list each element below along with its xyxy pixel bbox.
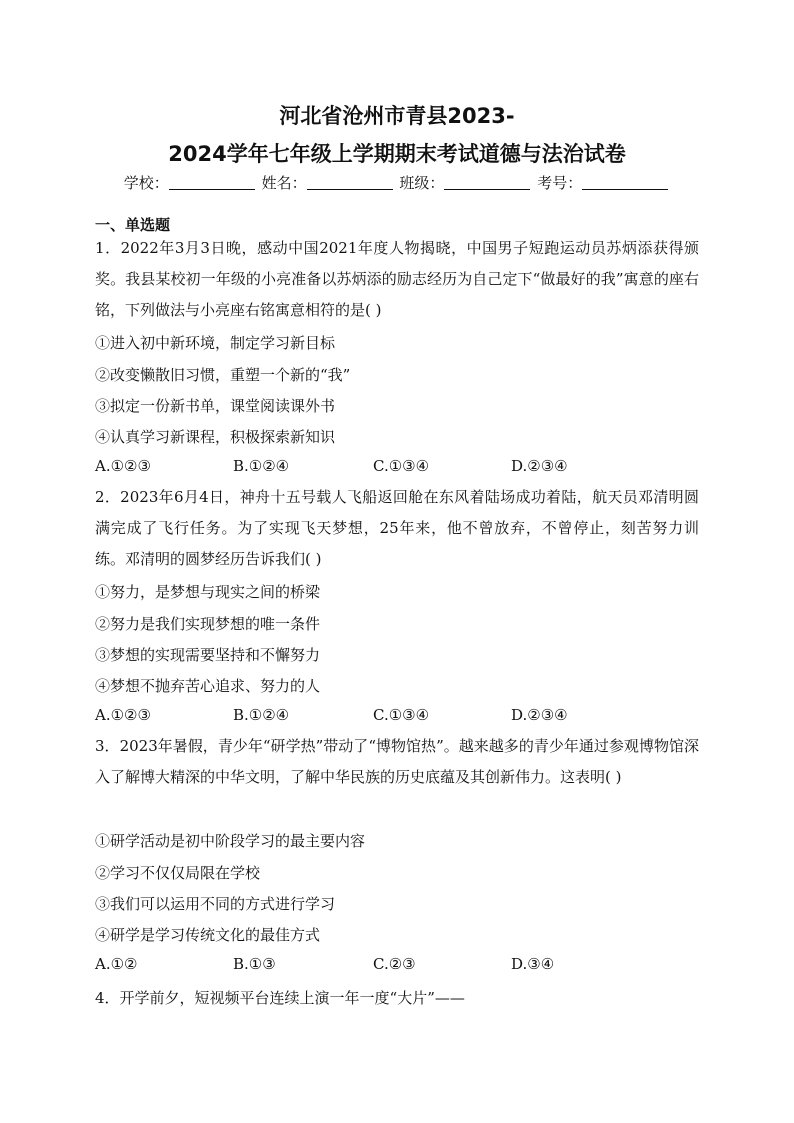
question-3-stem: 3．2023年暑假，青少年“研学热”带动了“博物馆热”。越来越多的青少年通过参观博物馆深入了解博大精深的中华文明，了解中华民族的历史底蕴及其创新伟力。这表明( ) bbox=[95, 737, 699, 786]
question-3-option-d[interactable]: D.③④ bbox=[511, 955, 555, 973]
name-label: 姓名： bbox=[261, 174, 307, 192]
question-1-option-c[interactable]: C.①③④ bbox=[373, 457, 430, 475]
question-1-statement-2: ②改变懒散旧习惯，重塑一个新的“我” bbox=[95, 366, 351, 384]
question-3-option-b[interactable]: B.①③ bbox=[233, 955, 276, 973]
name-blank bbox=[307, 175, 393, 190]
question-1-stem: 1．2022年3月3日晚，感动中国2021年度人物揭晓，中国男子短跑运动员苏炳添获得颁奖。我县某校初一年级的小亮准备以苏炳添的励志经历为自己定下“做最好的我”寓意的座右铭，下列做法与小亮座右铭寓意相符的是( ) bbox=[95, 239, 699, 319]
question-1-options bbox=[95, 457, 699, 477]
exam-number-blank bbox=[582, 175, 668, 190]
class-label: 班级： bbox=[399, 174, 445, 192]
school-blank bbox=[169, 175, 255, 190]
question-3-statement-1: ①研学活动是初中阶段学习的最主要内容 bbox=[95, 832, 366, 850]
question-2-stem: 2．2023年6月4日，神舟十五号载人飞船返回舱在东风着陆场成功着陆，航天员邓清明圆满完成了飞行任务。为了实现飞天梦想，25年来，他不曾放弃，不曾停止，刻苦努力训练。邓清明的圆梦经历告诉我们( ) bbox=[95, 488, 699, 568]
question-2-statement-2: ②努力是我们实现梦想的唯一条件 bbox=[95, 615, 321, 633]
exam-number-label: 考号： bbox=[537, 174, 583, 192]
question-2-option-b[interactable]: B.①②④ bbox=[233, 706, 290, 724]
school-label: 学校： bbox=[123, 174, 169, 192]
question-1-statement-4: ④认真学习新课程，积极探索新知识 bbox=[95, 428, 336, 446]
exam-title-line2: 2024学年七年级上学期期末考试道德与法治试卷 bbox=[168, 142, 626, 166]
question-2-option-a[interactable]: A.①②③ bbox=[95, 706, 151, 724]
question-3-statement-4: ④研学是学习传统文化的最佳方式 bbox=[95, 926, 321, 944]
question-1-option-a[interactable]: A.①②③ bbox=[95, 457, 151, 475]
question-2-statement-1: ①努力，是梦想与现实之间的桥梁 bbox=[95, 583, 321, 601]
question-3-statement-3: ③我们可以运用不同的方式进行学习 bbox=[95, 895, 336, 913]
question-2-option-d[interactable]: D.②③④ bbox=[511, 706, 568, 724]
question-3-option-a[interactable]: A.①② bbox=[95, 955, 138, 973]
question-1-option-b[interactable]: B.①②④ bbox=[233, 457, 290, 475]
student-info-line bbox=[0, 172, 794, 193]
question-2-statement-4: ④梦想不抛弃苦心追求、努力的人 bbox=[95, 677, 321, 695]
question-1-option-d[interactable]: D.②③④ bbox=[511, 457, 568, 475]
question-3-options bbox=[95, 955, 699, 975]
question-2-option-c[interactable]: C.①③④ bbox=[373, 706, 430, 724]
exam-title-line1: 河北省沧州市青县2023- bbox=[279, 104, 515, 128]
question-2-statement-3: ③梦想的实现需要坚持和不懈努力 bbox=[95, 646, 321, 664]
question-3-statement-2: ②学习不仅仅局限在学校 bbox=[95, 864, 261, 882]
question-3-option-c[interactable]: C.②③ bbox=[373, 955, 416, 973]
question-1-statement-1: ①进入初中新环境，制定学习新目标 bbox=[95, 334, 336, 352]
section-title: 一、单选题 bbox=[95, 216, 171, 234]
question-1-statement-3: ③拟定一份新书单，课堂阅读课外书 bbox=[95, 397, 336, 415]
class-blank bbox=[444, 175, 530, 190]
question-2-options bbox=[95, 706, 699, 726]
question-4-stem: 4．开学前夕，短视频平台连续上演一年一度“大片”—— bbox=[95, 989, 465, 1007]
